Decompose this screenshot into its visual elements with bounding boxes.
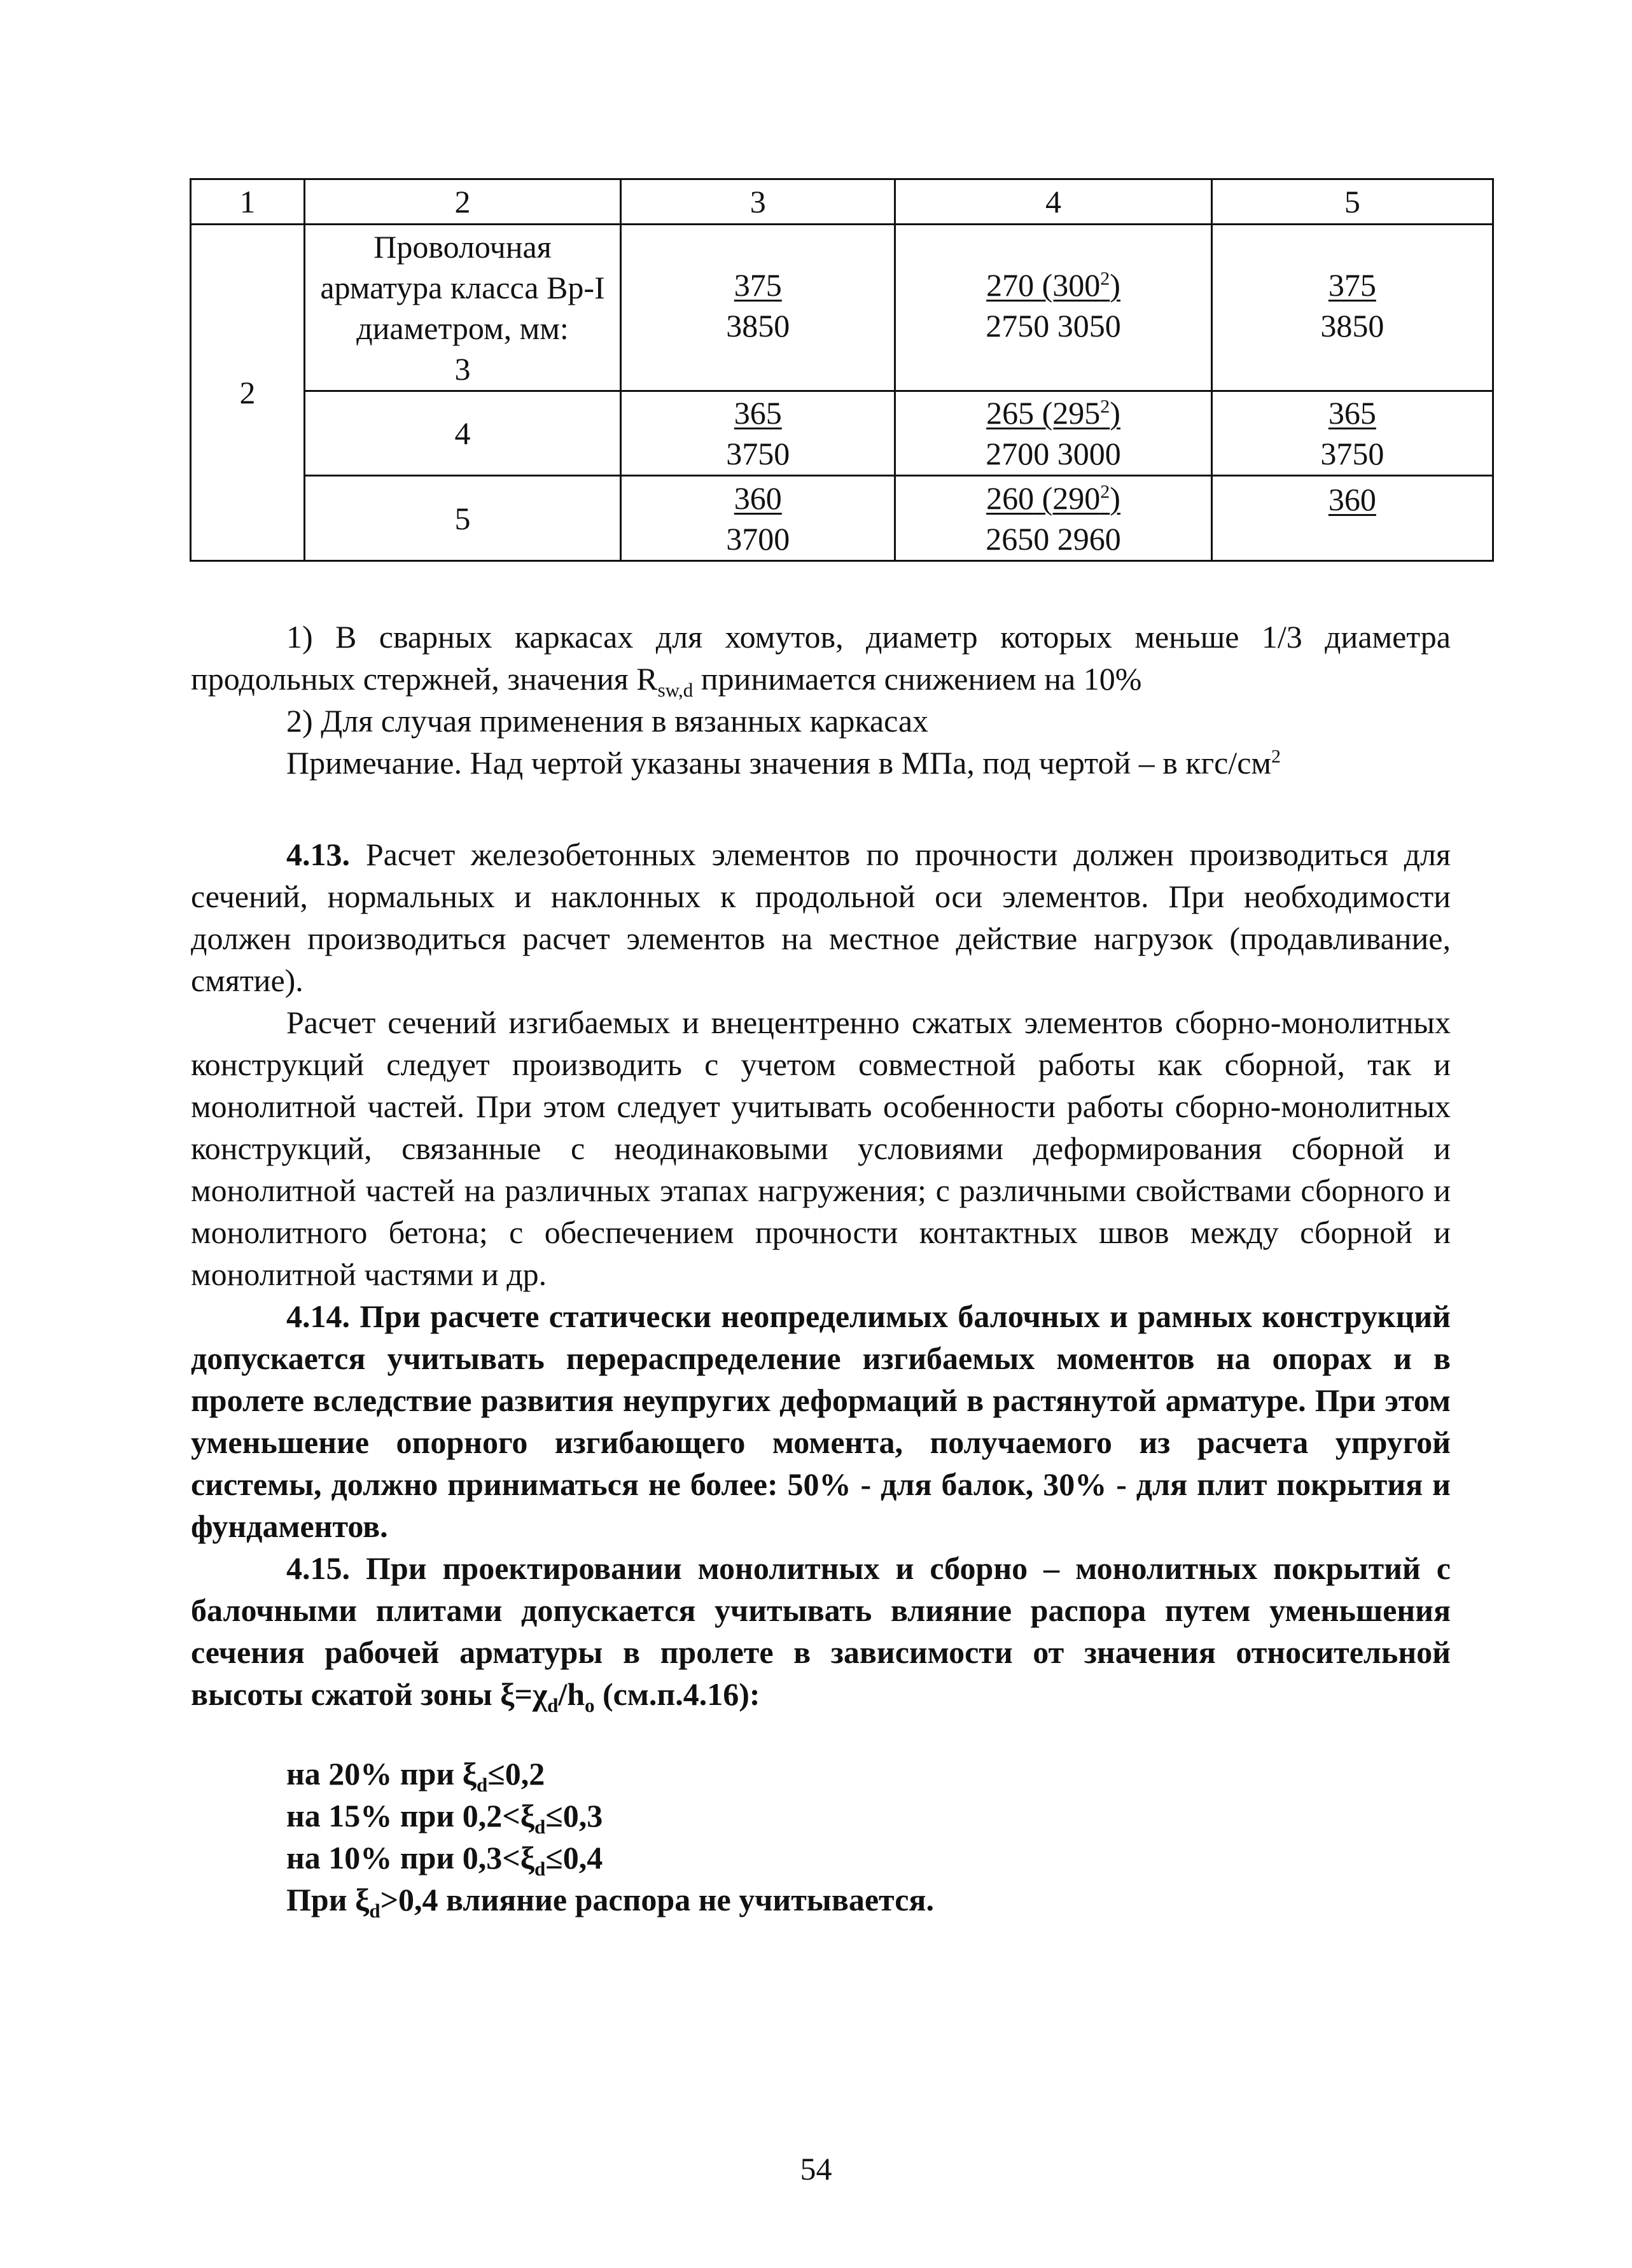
value-cell [1211, 225, 1493, 391]
table-header-row [191, 179, 1493, 225]
paragraph-4-14: 4.14. При расчете статически неопределимых балочных и рамных конструкций допускается учитывать перераспределение изгибаемых моментов на опорах и в пролете вследствие развития неупругих деформаций в растянутой арматуре. При этом уменьшение опорного изгибающего момента, получаемого из расчета упругой системы, должно приниматься не более: 50% - для балок, 30% - для плит покрытия и фундаментов. [191, 1298, 1451, 1544]
paragraph-4-13: 4.13. Расчет железобетонных элементов по прочности должен производиться для сечений, нормальных и наклонных к продольной оси элементов. При необходимости должен производиться расчет элементов на местное действие нагрузок (продавливание, смятие). [191, 837, 1451, 998]
table-row [191, 391, 1493, 476]
value-cell [1211, 476, 1493, 561]
list-item: на 15% при $0,2<\xi_d\le 0,3$ [286, 1798, 603, 1838]
value-kgf: 2700 3000 [986, 436, 1121, 471]
list-item: При $\xi_d>0,4$ влияние распора не учитывается. [286, 1882, 934, 1922]
description-line: Проволочная [373, 228, 552, 265]
table-row [191, 476, 1493, 561]
list-item: на 10% при $0,3<\xi_d\le 0,4$ [286, 1840, 603, 1880]
value-kgf: 3850 [726, 308, 790, 344]
value-kgf: 2650 2960 [986, 520, 1121, 557]
value-cell [621, 476, 895, 561]
diameter-cell: 4 [304, 391, 620, 476]
list-item: на 20% при $\xi_d\le 0,2$ [286, 1756, 545, 1796]
value-kgf: 3750 [1320, 436, 1384, 471]
reinforcement-table [190, 178, 1494, 562]
diameter-value: 3 [454, 351, 471, 387]
value-mpa: 365 [734, 395, 782, 431]
value-kgf: 3750 [726, 436, 790, 471]
header-col-2: 2 [304, 179, 620, 225]
value-mpa: 270 $(300^2)$ [986, 267, 1120, 303]
value-mpa: 375 [1328, 267, 1376, 303]
value-mpa: 265 $(295^2)$ [986, 395, 1120, 431]
value-mpa: 360 [1328, 482, 1376, 517]
value-kgf: 2750 3050 [986, 308, 1121, 344]
table-row [191, 225, 1493, 391]
value-mpa: 375 [734, 267, 782, 303]
section-number: 4.13. [286, 837, 350, 872]
description-line: диаметром, мм: [356, 310, 569, 346]
value-mpa: 365 [1328, 395, 1376, 431]
header-col-5: 5 [1211, 179, 1493, 225]
reduction-list [286, 1753, 934, 1921]
value-cell [895, 225, 1211, 391]
header-col-1: 1 [191, 179, 305, 225]
value-kgf: 3850 [1320, 308, 1384, 344]
value-kgf: 3700 [726, 520, 790, 557]
section-number: 4.14. [286, 1298, 350, 1334]
section-number: 4.15. [286, 1550, 350, 1586]
group-number-cell: 2 [191, 225, 305, 561]
value-mpa: 260 $(290^2)$ [986, 480, 1120, 516]
footnote-1: 1) В сварных каркасах для хомутов, диаметр которых меньше 1/3 диаметра продольных стержней, значения $R_{sw,d}$ принимается снижением на 10% [191, 619, 1451, 701]
diameter-cell: 5 [304, 476, 620, 561]
value-cell [895, 391, 1211, 476]
description-line: арматура класса Вр-I [320, 269, 605, 305]
main-text [191, 833, 1451, 1715]
paragraph-4-15: 4.15. При проектировании монолитных и сборно – монолитных покрытий с балочными плитами допускается учитывать влияние распора путем уменьшения сечения рабочей арматуры в пролете в зависимости от значения относительной высоты сжатой зоны $\xi=\chi_d/h_o$ (см.п.4.16): [191, 1550, 1451, 1716]
value-cell [1211, 391, 1493, 476]
paragraph-4-13-cont: Расчет сечений изгибаемых и внецентренно сжатых элементов сборно-монолитных конструкций следует производить с учетом совместной работы как сборной, так и монолитной частей. При этом следует учитывать особенности работы сборно-монолитных конструкций, связанные с неодинаковыми условиями деформирования сборной и монолитной частей на различных этапах нагружения; с различными свойствами сборного и монолитного бетона; с обеспечением прочности контактных швов между сборной и монолитной частями и др. [191, 1005, 1451, 1292]
footnote-2: 2) Для случая применения в вязанных каркасах [286, 703, 929, 739]
value-cell [621, 391, 895, 476]
value-cell [621, 225, 895, 391]
value-mpa: 360 [734, 480, 782, 516]
description-cell [304, 225, 620, 391]
header-col-3: 3 [621, 179, 895, 225]
page-number: 54 [800, 2151, 832, 2187]
value-cell [895, 476, 1211, 561]
header-col-4: 4 [895, 179, 1211, 225]
table-remark: Примечание. Над чертой указаны значения в МПа, под чертой – в кгс/$см^2$ [286, 745, 1281, 781]
table-notes [191, 616, 1451, 784]
